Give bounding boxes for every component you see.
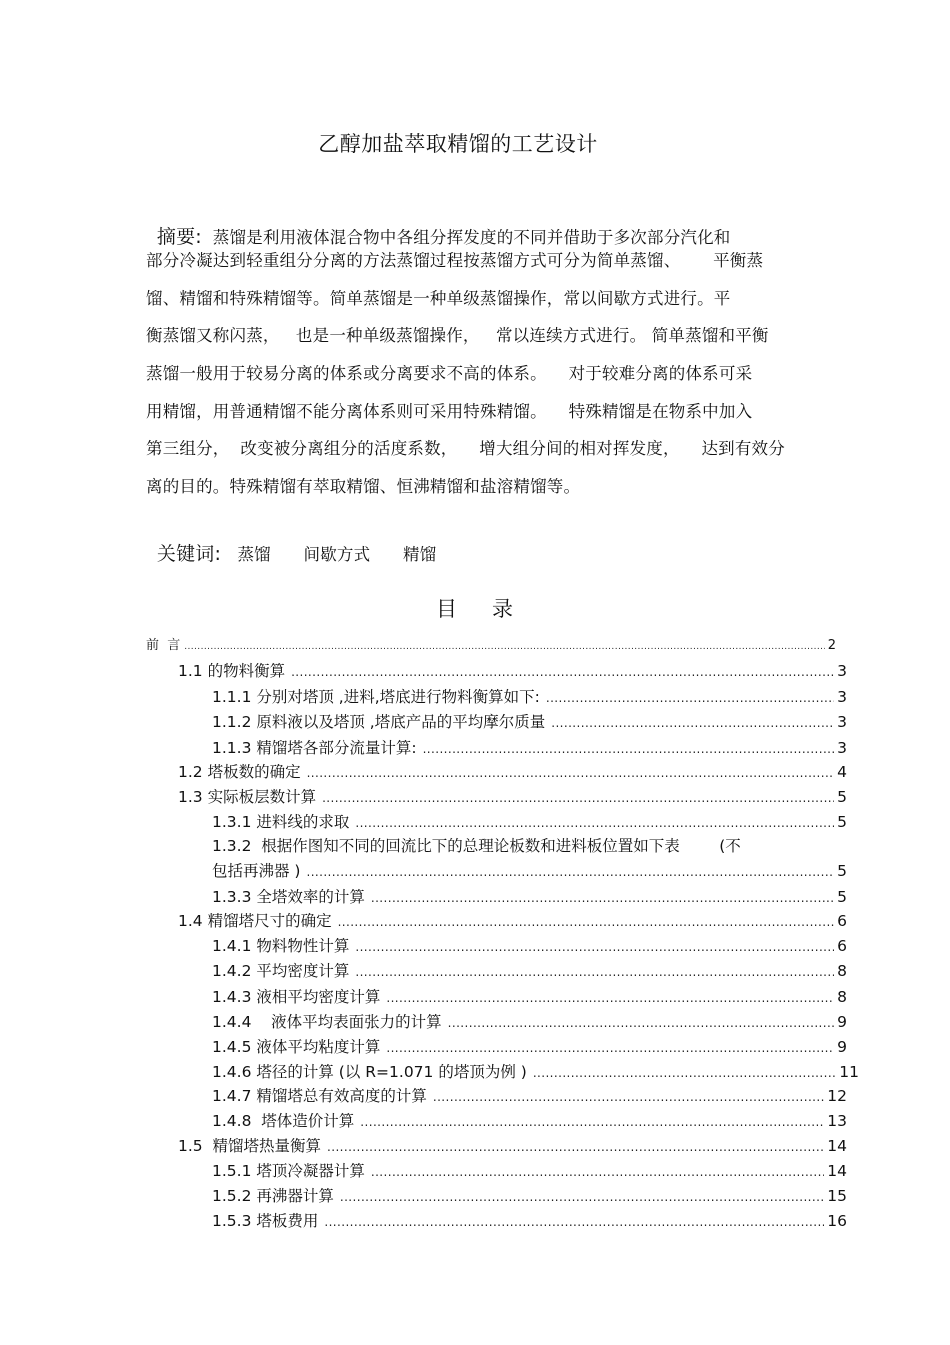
abstract-line-1 bbox=[146, 203, 731, 249]
abstract-line-3: 馏、精馏和特殊精馏等。简单蒸馏是一种单级蒸馏操作，常以间歇方式进行。平 bbox=[146, 289, 731, 308]
toc-entry[interactable]: 1.4.3 液相平均密度计算 ..... 8 bbox=[212, 985, 847, 1007]
keyword-item: 蒸馏 bbox=[237, 545, 271, 564]
toc-entry[interactable]: 包括再沸器 ) ..... 5 bbox=[212, 859, 847, 881]
toc-entry[interactable]: 1.3 实际板层数计算 ..... 5 bbox=[178, 785, 847, 807]
abstract-line-4: 衡蒸馏又称闪蒸， 也是一种单级蒸馏操作， 常以连续方式进行。 简单蒸馏和平衡 bbox=[146, 326, 769, 345]
keywords-line bbox=[146, 520, 436, 566]
abstract-line-8: 离的目的。特殊精馏有萃取精馏、恒沸精馏和盐溶精馏等。 bbox=[146, 477, 581, 496]
abstract-label: 摘要: bbox=[156, 226, 202, 248]
toc-entry[interactable]: 1.4.2 平均密度计算 ..... 8 bbox=[212, 959, 847, 981]
toc-entry[interactable]: 1.5.2 再沸器计算 ..... 15 bbox=[212, 1184, 847, 1206]
toc-entry[interactable]: 1.1.2 原料液以及塔顶 ,塔底产品的平均摩尔质量 ..... 3 bbox=[212, 710, 847, 732]
toc-entry[interactable]: 1.5 精馏塔热量衡算 ..... 14 bbox=[178, 1134, 847, 1156]
toc-entry[interactable]: 1.4.4 液体平均表面张力的计算 ..... 9 bbox=[212, 1010, 847, 1032]
toc-heading: 目 录 bbox=[436, 597, 514, 621]
keyword-item: 间歇方式 bbox=[303, 545, 371, 564]
abstract-line-7: 第三组分， 改变被分离组分的活度系数， 增大组分间的相对挥发度， 达到有效分 bbox=[146, 439, 785, 458]
toc-entry[interactable]: 1.5.1 塔顶冷凝器计算 ..... 14 bbox=[212, 1159, 847, 1181]
abstract-line-2: 部分冷凝达到轻重组分分离的方法蒸馏过程按蒸馏方式可分为简单蒸馏、 平衡蒸 bbox=[146, 251, 764, 270]
toc-entry[interactable]: 1.4.7 精馏塔总有效高度的计算 ..... 12 bbox=[212, 1084, 847, 1106]
toc-entry[interactable]: 1.4.6 塔径的计算 (以 R=1.071 的塔顶为例 ) ..... 11 bbox=[212, 1060, 859, 1082]
toc-entry[interactable]: 1.4.5 液体平均粘度计算 ..... 9 bbox=[212, 1035, 847, 1057]
document-title: 乙醇加盐萃取精馏的工艺设计 bbox=[318, 132, 598, 156]
toc-entry[interactable]: 1.2 塔板数的确定 ..... 4 bbox=[178, 760, 847, 782]
toc-entry[interactable]: 1.5.3 塔板费用 ..... 16 bbox=[212, 1209, 847, 1231]
abstract-line-6: 用精馏，用普通精馏不能分离体系则可采用特殊精馏。 特殊精馏是在物系中加入 bbox=[146, 402, 753, 421]
abstract-text: 蒸馏是利用液体混合物中各组分挥发度的不同并借助于多次部分汽化和 bbox=[212, 228, 731, 247]
abstract-line-5: 蒸馏一般用于较易分离的体系或分离要求不高的体系。 对于较难分离的体系可采 bbox=[146, 364, 753, 383]
toc-entry[interactable]: 1.1 的物料衡算 ..... 3 bbox=[178, 659, 847, 681]
toc-entry-preface[interactable]: 前 言 ..... 2 bbox=[146, 634, 836, 653]
toc-entry[interactable]: 1.1.3 精馏塔各部分流量计算: ..... 3 bbox=[212, 736, 847, 758]
toc-entry-wrapped[interactable]: 1.3.2 根据作图知不同的回流比下的总理论板数和进料板位置如下表 (不 bbox=[212, 837, 741, 855]
toc-entry[interactable]: 1.1.1 分别对塔顶 ,进料,塔底进行物料衡算如下: ..... 3 bbox=[212, 685, 847, 707]
toc-entry[interactable]: 1.4.8 塔体造价计算 ..... 13 bbox=[212, 1109, 847, 1131]
toc-entry[interactable]: 1.4 精馏塔尺寸的确定 ..... 6 bbox=[178, 909, 847, 931]
toc-entry[interactable]: 1.4.1 物料物性计算 ..... 6 bbox=[212, 934, 847, 956]
toc-entry[interactable]: 1.3.1 进料线的求取 ..... 5 bbox=[212, 810, 847, 832]
toc-entry[interactable]: 1.3.3 全塔效率的计算 ..... 5 bbox=[212, 885, 847, 907]
keywords-label: 关键词: bbox=[156, 543, 222, 565]
keyword-item: 精馏 bbox=[403, 545, 437, 564]
